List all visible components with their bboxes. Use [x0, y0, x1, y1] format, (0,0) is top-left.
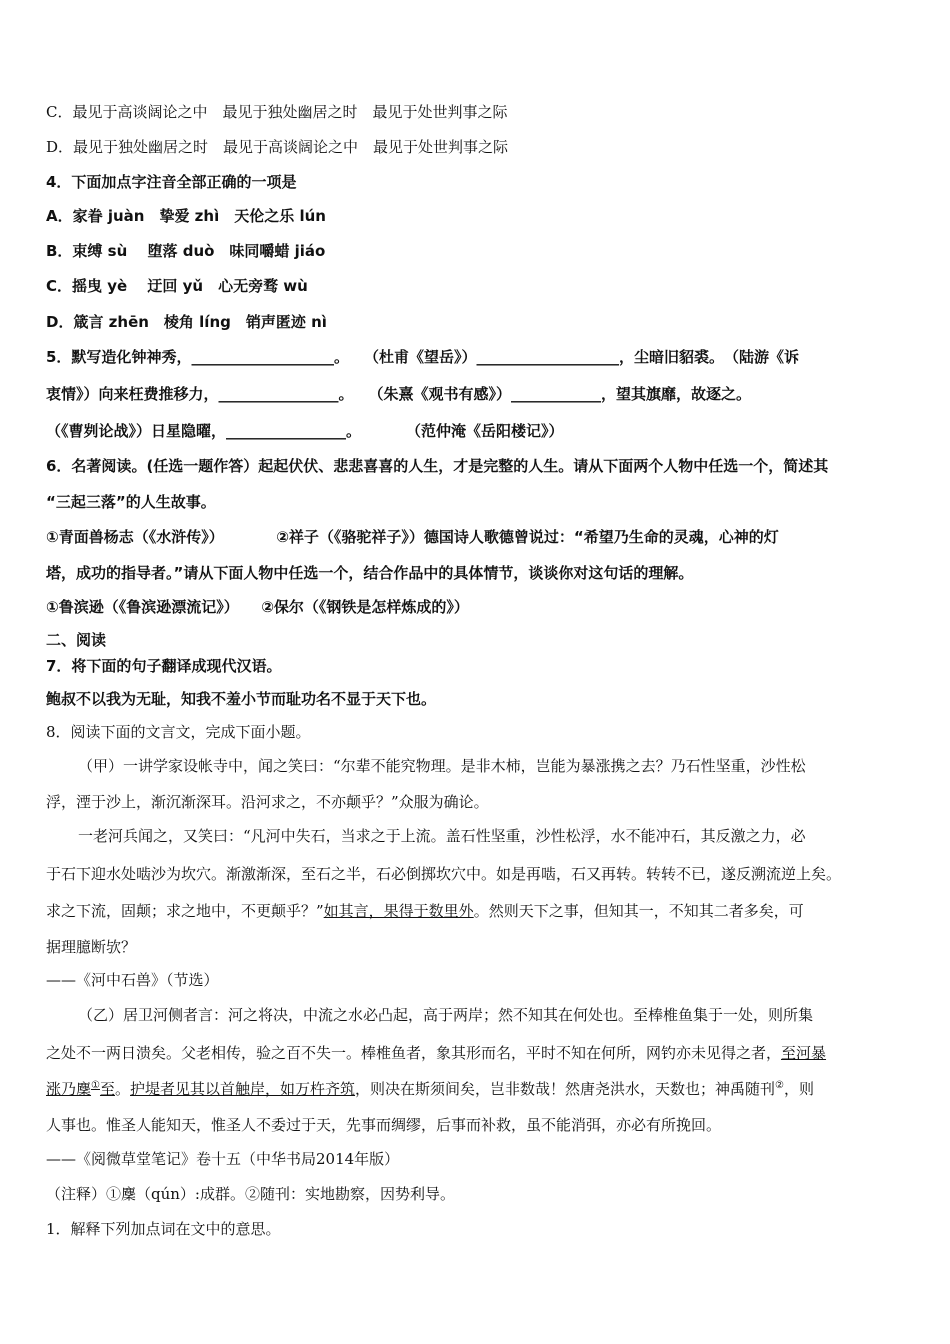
passage-text: ，则 — [784, 1080, 815, 1098]
q8-sub-question-1: 1．解释下列加点词在文中的意思。 — [46, 1220, 281, 1238]
passage-yi-source: ——《阅微草堂笔记》卷十五（中华书局2014年版） — [46, 1150, 400, 1168]
q3-option-d[interactable]: D．最见于独处幽居之时 最见于高谈阔论之中 最见于处世判事之际 — [46, 138, 509, 156]
passage-jia-line-3: 一老河兵闻之，又笑曰：“凡河中失石，当求之于上流。盖石性坚重，沙性松浮，水不能冲石，其反激之力，必 — [78, 827, 806, 845]
footnote-marker: ① — [91, 1080, 100, 1091]
passage-yi-line-2 — [46, 1043, 826, 1063]
passage-jia-line-2: 浮，湮于沙上，渐沉渐深耳。沿河求之，不亦颠乎？”众服为确论。 — [46, 793, 489, 811]
q6-line-3: ①青面兽杨志（《水浒传》） ②祥子（《骆驼祥子》）德国诗人歌德曾说过：“希望乃生命的灵魂，心神的灯 — [46, 528, 779, 546]
passage-jia-line-5 — [46, 901, 804, 921]
q6-line-4: 塔，成功的指导者。”请从下面人物中任选一个，结合作品中的具体情节，谈谈你对这句话的理解。 — [46, 564, 694, 582]
q4-stem: 4．下面加点字注音全部正确的一项是 — [46, 173, 297, 191]
q6-line-2: “三起三落”的人生故事。 — [46, 493, 216, 511]
q8-stem: 8．阅读下面的文言文，完成下面小题。 — [46, 723, 311, 741]
passage-yi-line-1: （乙）居卫河侧者言：河之将决，中流之水必凸起，高于两岸；然不知其在何处也。至棒椎鱼集于一处，则所集 — [78, 1006, 814, 1024]
q7-stem: 7．将下面的句子翻译成现代汉语。 — [46, 657, 282, 675]
q4-option-c[interactable]: C．摇曳 yè 迂回 yǔ 心无旁骛 wù — [46, 277, 308, 295]
q3-option-c[interactable]: C．最见于高谈阔论之中 最见于独处幽居之时 最见于处世判事之际 — [46, 103, 508, 121]
q7-sentence: 鲍叔不以我为无耻，知我不羞小节而耻功名不显于天下也。 — [46, 690, 437, 708]
passage-text: 。 — [115, 1080, 131, 1098]
section-heading-reading: 二、阅读 — [46, 631, 107, 649]
underlined-sentence: 涨乃麇 — [46, 1080, 92, 1098]
passage-text: ，则决在斯须间矣，岂非数哉！然唐尧洪水，天数也；神禹随刊 — [355, 1080, 776, 1098]
passage-text: 之处不一两日溃矣。父老相传，验之百不失一。棒椎鱼者，象其形而名，平时不知在何所，网钓亦未见得之者， — [46, 1044, 782, 1062]
underlined-sentence: 如其言，果得于数里外 — [323, 902, 474, 920]
q6-line-1: 6．名著阅读。(任选一题作答）起起伏伏、悲悲喜喜的人生，才是完整的人生。请从下面两个人物中任选一个，简述其 — [46, 457, 829, 475]
q4-option-d[interactable]: D．箴言 zhēn 棱角 líng 销声匿迹 nì — [46, 313, 327, 331]
passage-yi-line-4: 人事也。惟圣人能知天，惟圣人不委过于天，先事而绸缪，后事而补救，虽不能消弭，亦必有所挽回。 — [46, 1116, 722, 1134]
footnote-marker: ② — [775, 1080, 785, 1091]
q6-line-5: ①鲁滨逊（《鲁滨逊漂流记》） ②保尔（《钢铁是怎样炼成的》） — [46, 598, 469, 616]
q5-line-3: （《曹刿论战》）日星隐曜，________________。 （范仲淹《岳阳楼记》） — [46, 422, 564, 440]
passage-text: 。然则天下之事，但知其一，不知其二者多矣，可 — [473, 902, 804, 920]
underlined-sentence: 至河暴 — [781, 1044, 827, 1062]
underlined-sentence: 护堤者见其以首触岸，如万杵齐筑 — [130, 1080, 356, 1098]
passage-jia-line-6: 据理臆断欤？ — [46, 938, 137, 956]
passage-jia-line-1: （甲）一讲学家设帐寺中，闻之笑曰：“尔辈不能究物理。是非木柿，岂能为暴涨携之去？乃石性坚重，沙性松 — [78, 757, 806, 775]
underlined-sentence: 至 — [99, 1080, 115, 1098]
q4-option-b[interactable]: B．束缚 sù 堕落 duò 味同嚼蜡 jiáo — [46, 242, 326, 260]
passage-jia-line-4: 于石下迎水处啮沙为坎穴。渐激渐深，至石之半，石必倒掷坎穴中。如是再啮，石又再转。转转不已，遂反溯流逆上矣。 — [46, 865, 842, 883]
passage-jia-source: ——《河中石兽》（节选） — [46, 971, 219, 989]
q5-line-2: 衷情》）向来枉费推移力，________________。 （朱熹《观书有感》）____________，望其旗靡，故逐之。 — [46, 385, 752, 403]
annotation-note: （注释）①麇（qún）:成群。②随刊：实地勘察，因势利导。 — [46, 1185, 455, 1203]
passage-yi-line-3 — [46, 1079, 814, 1099]
q4-option-a[interactable]: A．家眷 juàn 挚爱 zhì 天伦之乐 lún — [46, 207, 326, 225]
passage-text: 求之下流，固颠；求之地中，不更颠乎？” — [46, 902, 324, 920]
q5-line-1: 5．默写造化钟神秀，___________________。 （杜甫《望岳》）___________________，尘暗旧貂裘。 （陆游《诉 — [46, 348, 799, 366]
